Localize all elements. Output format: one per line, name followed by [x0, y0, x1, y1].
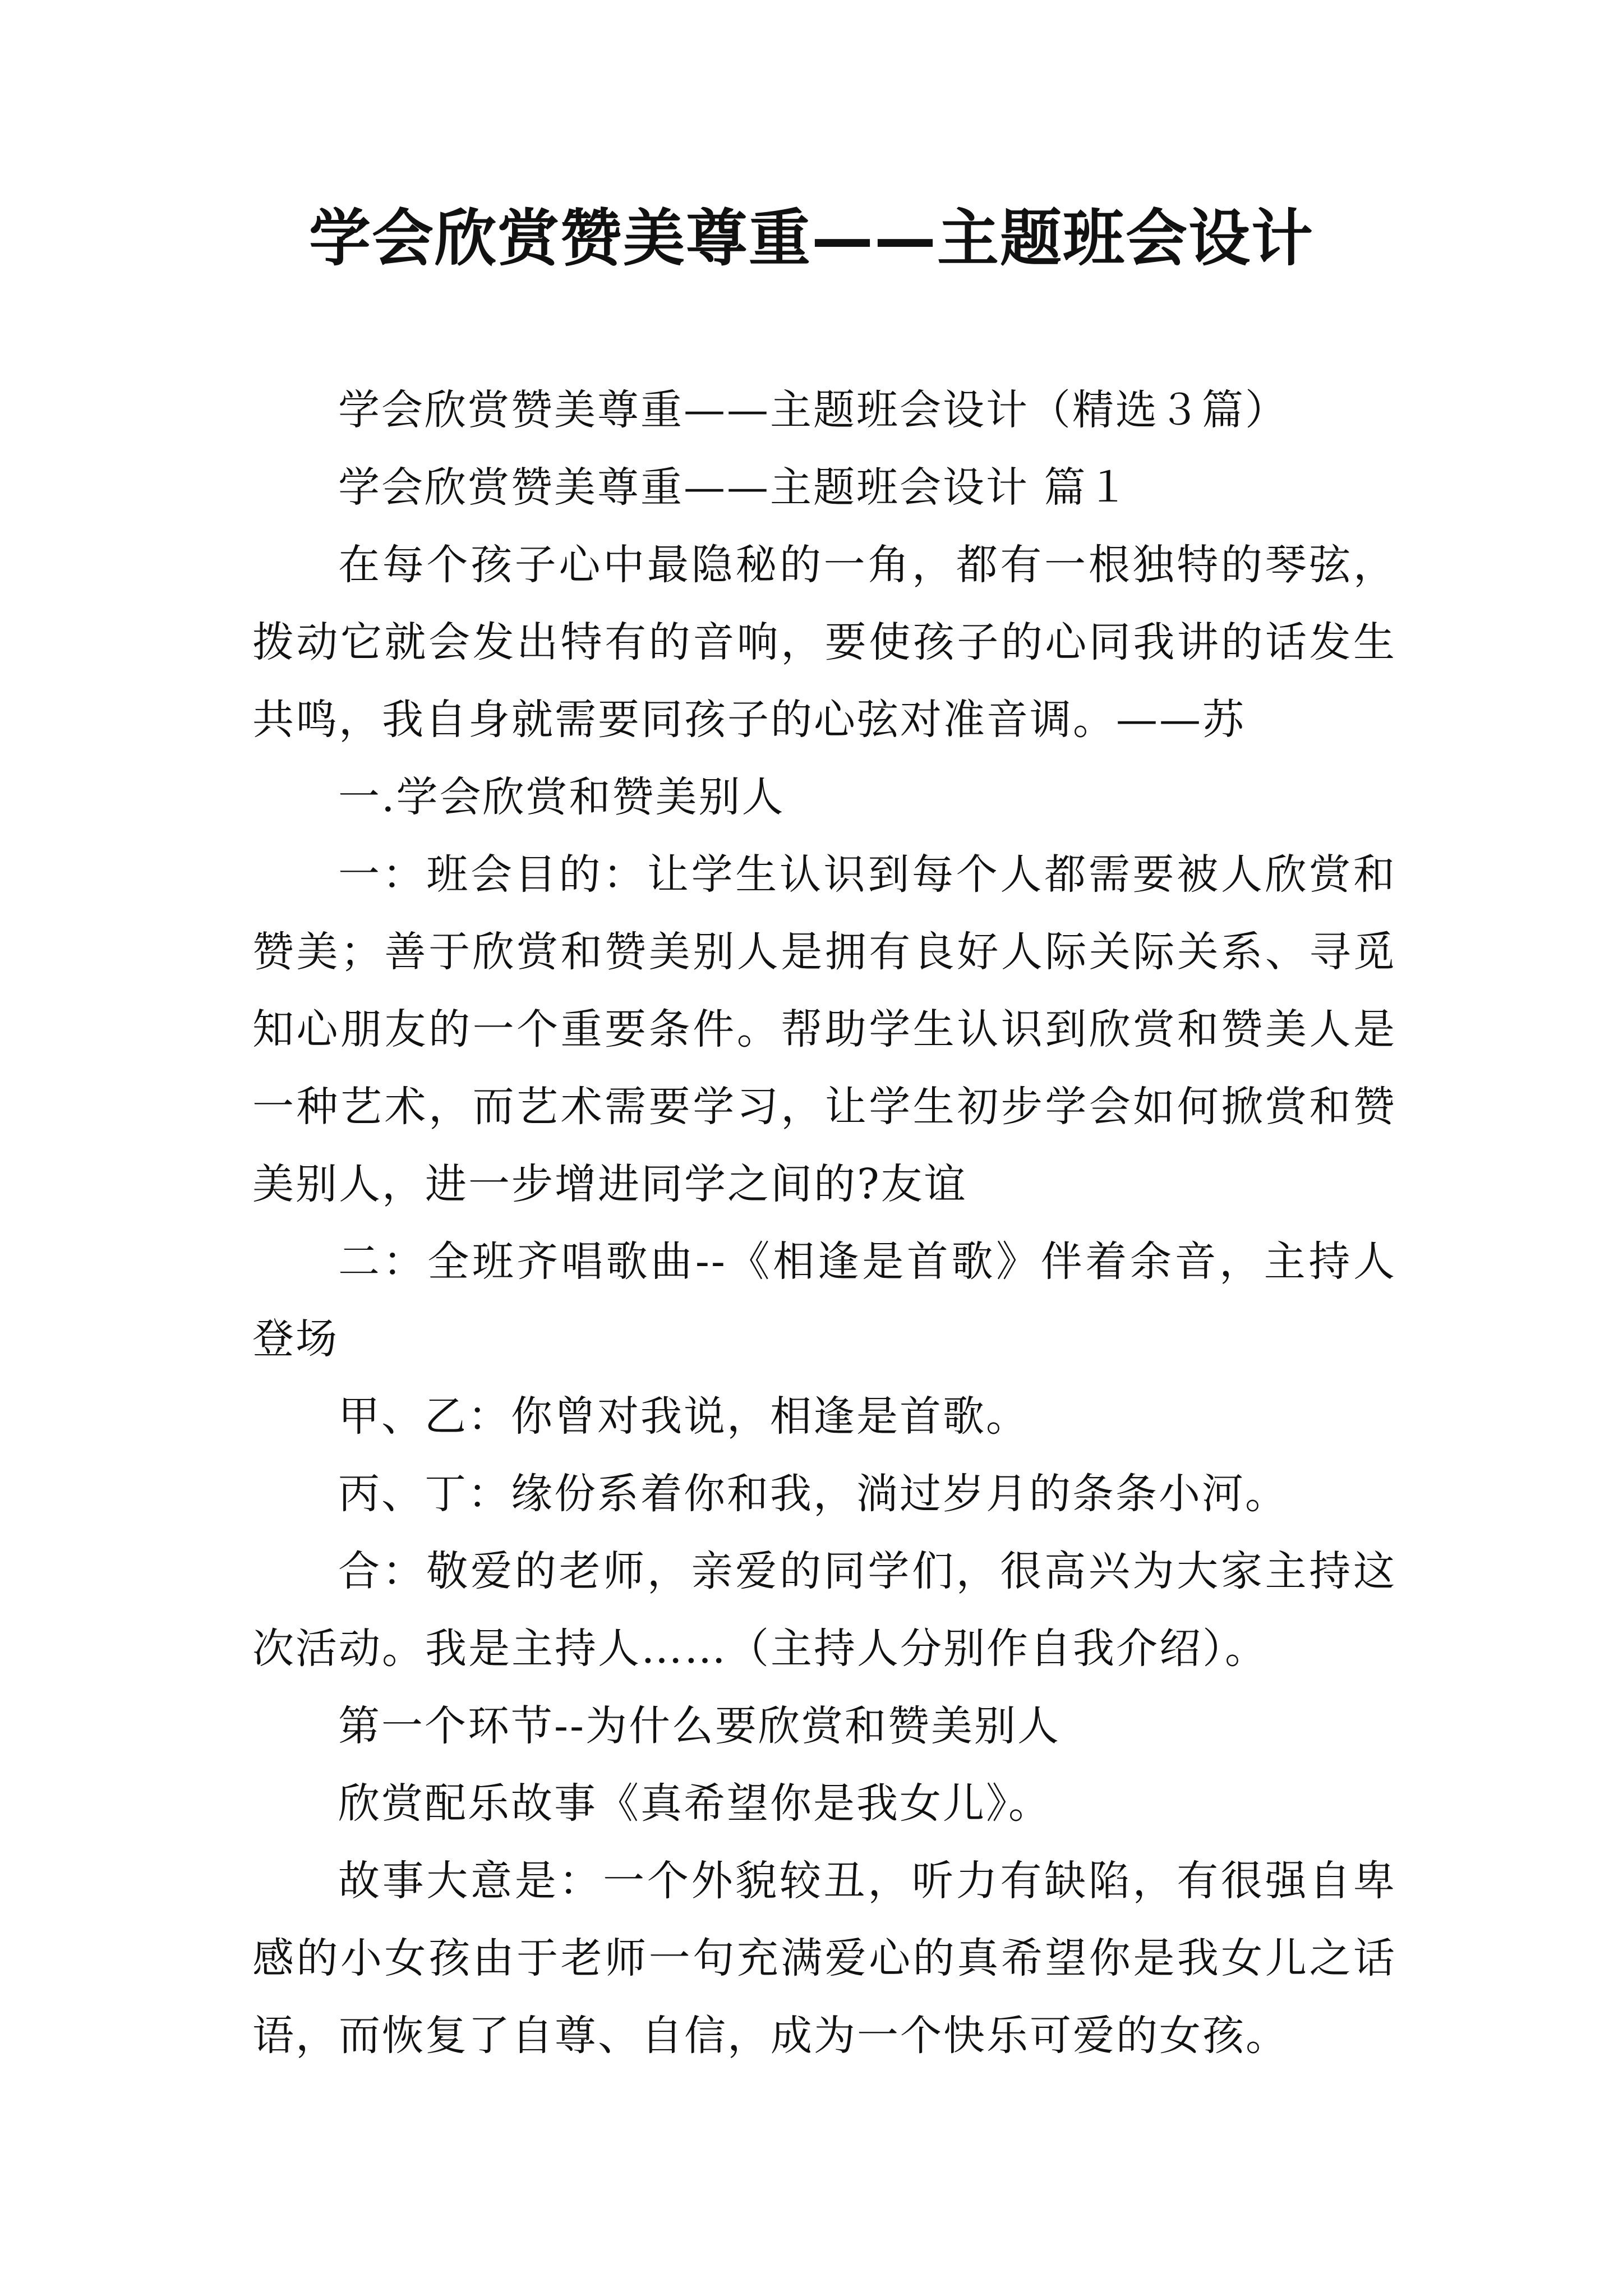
document-body — [252, 371, 1396, 2074]
paragraph-song: 二：全班齐唱歌曲--《相逢是首歌》伴着余音，主持人登场 — [252, 1237, 1396, 1363]
paragraph-dialogue-3: 合：敬爱的老师，亲爱的同学们，很高兴为大家主持这次活动。我是主持人……（主持人分别作自我介绍）。 — [252, 1547, 1396, 1673]
paragraph-story-summary: 故事大意是：一个外貌较丑，听力有缺陷，有很强自卑感的小女孩由于老师一句充满爱心的真希望你是我女儿之话语，而恢复了自尊、自信，成为一个快乐可爱的女孩。 — [252, 1857, 1396, 2060]
paragraph-purpose: 一：班会目的：让学生认识到每个人都需要被人欣赏和赞美；善于欣赏和赞美别人是拥有良好人际关际关系、寻觅知心朋友的一个重要条件。帮助学生认识到欣赏和赞美人是一种艺术，而艺术需要学习，让学生初步学会如何掀赏和赞美别人，进一步增进同学之间的?友谊 — [252, 850, 1396, 1208]
paragraph-subtitle: 学会欣赏赞美尊重——主题班会设计（精选３篇） — [338, 386, 1288, 434]
paragraph-story-title: 欣赏配乐故事《真希望你是我女儿》。 — [338, 1779, 1052, 1828]
paragraph-segment-heading: 第一个环节--为什么要欣赏和赞美别人 — [338, 1702, 1061, 1750]
paragraph-section-heading: 学会欣赏赞美尊重——主题班会设计 篇１ — [338, 463, 1131, 512]
paragraph-part-heading: 一.学会欣赏和赞美别人 — [338, 773, 785, 821]
paragraph-dialogue-2: 丙、丁：缘份系着你和我，淌过岁月的条条小河。 — [338, 1470, 1288, 1518]
document-title: 学会欣赏赞美尊重——主题班会设计 — [309, 203, 1314, 274]
paragraph-quote: 在每个孩子心中最隐秘的一角，都有一根独特的琴弦，拨动它就会发出特有的音响，要使孩子的心同我讲的话发生共鸣，我自身就需要同孩子的心弦对准音调。——苏 — [252, 541, 1396, 744]
paragraph-dialogue-1: 甲、乙：你曾对我说，相逢是首歌。 — [338, 1392, 1029, 1441]
